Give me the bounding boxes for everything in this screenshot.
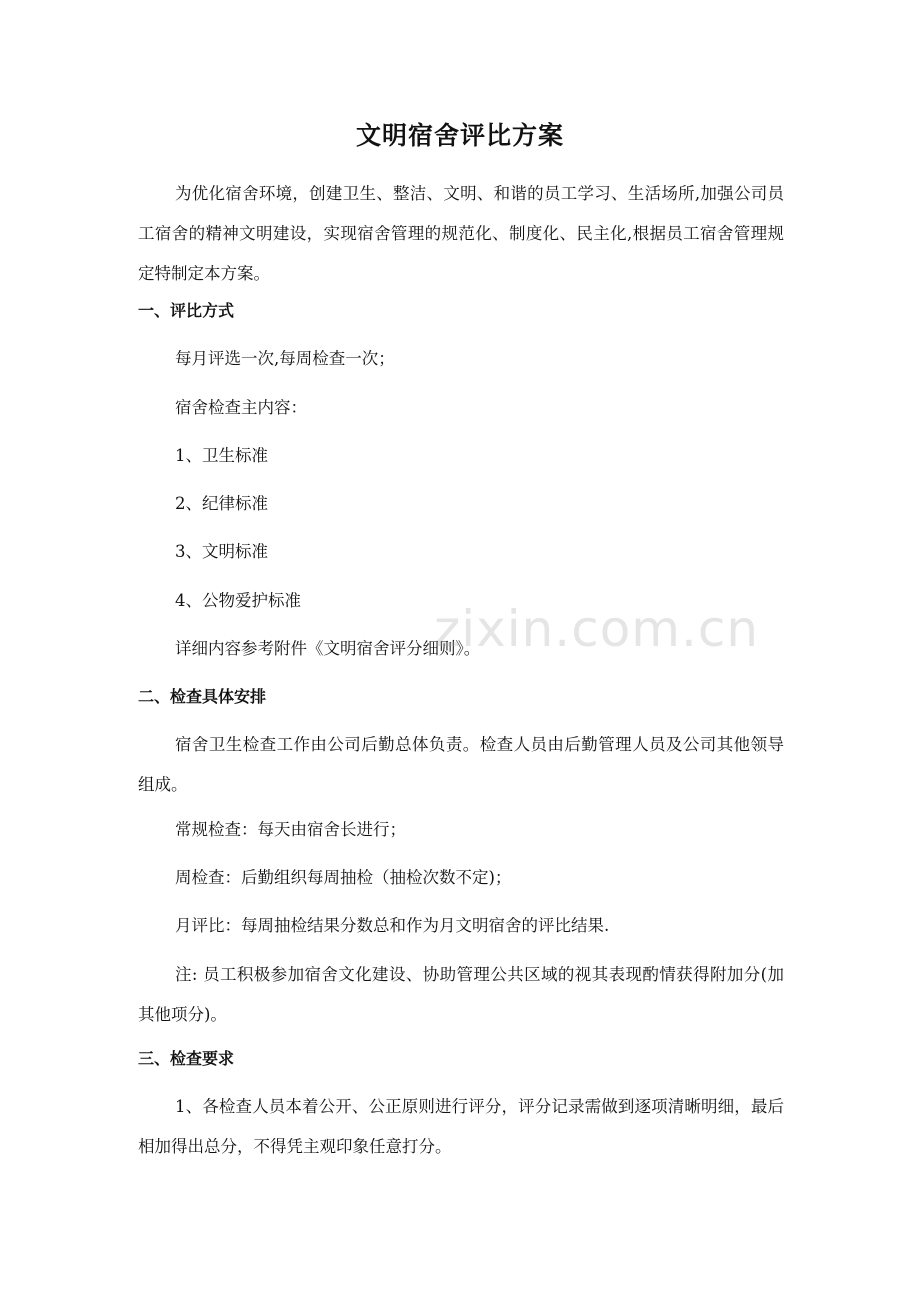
- section-3-heading: 三、检查要求: [138, 1049, 235, 1068]
- weekly-inspection: 周检查：后勤组织每周抽检（抽检次数不定)；: [175, 868, 512, 887]
- document-title: 文明宿舍评比方案: [355, 121, 564, 150]
- standard-item-2: 2、纪律标准: [175, 494, 268, 513]
- inspection-content-label: 宿舍检查主内容：: [175, 398, 307, 417]
- standard-item-3: 3、文明标准: [175, 542, 268, 561]
- site-watermark: zixin.com.cn: [434, 600, 760, 658]
- monthly-evaluation: 月评比：每周抽检结果分数总和作为月文明宿舍的评比结果.: [175, 916, 610, 935]
- routine-inspection: 常规检查：每天由宿舍长进行；: [175, 820, 406, 839]
- section-1-heading: 一、评比方式: [138, 301, 235, 320]
- intro-paragraph: 为优化宿舍环境，创建卫生、整洁、文明、和谐的员工学习、生活场所,加强公司员工宿舍的精神文明建设，实现宿舍管理的规范化、制度化、民主化,根据员工宿舍管理规定特制定本方案。: [138, 184, 784, 283]
- standard-item-1: 1、卫生标准: [175, 446, 268, 465]
- section-2-heading: 二、检查具体安排: [138, 687, 267, 706]
- evaluation-frequency: 每月评选一次,每周检查一次；: [175, 349, 395, 368]
- inspection-responsibility: 宿舍卫生检查工作由公司后勤总体负责。检查人员由后勤管理人员及公司其他领导组成。: [138, 735, 784, 794]
- bonus-note: 注: 员工积极参加宿舍文化建设、协助管理公共区域的视其表现酌情获得附加分(加其他项分)。: [138, 965, 784, 1024]
- standard-item-4: 4、公物爱护标准: [175, 591, 301, 610]
- inspection-requirement-1: 1、各检查人员本着公开、公正原则进行评分，评分记录需做到逐项清晰明细，最后相加得出总分，不得凭主观印象任意打分。: [138, 1097, 784, 1156]
- detail-reference: 详细内容参考附件《文明宿舍评分细则》。: [175, 639, 481, 658]
